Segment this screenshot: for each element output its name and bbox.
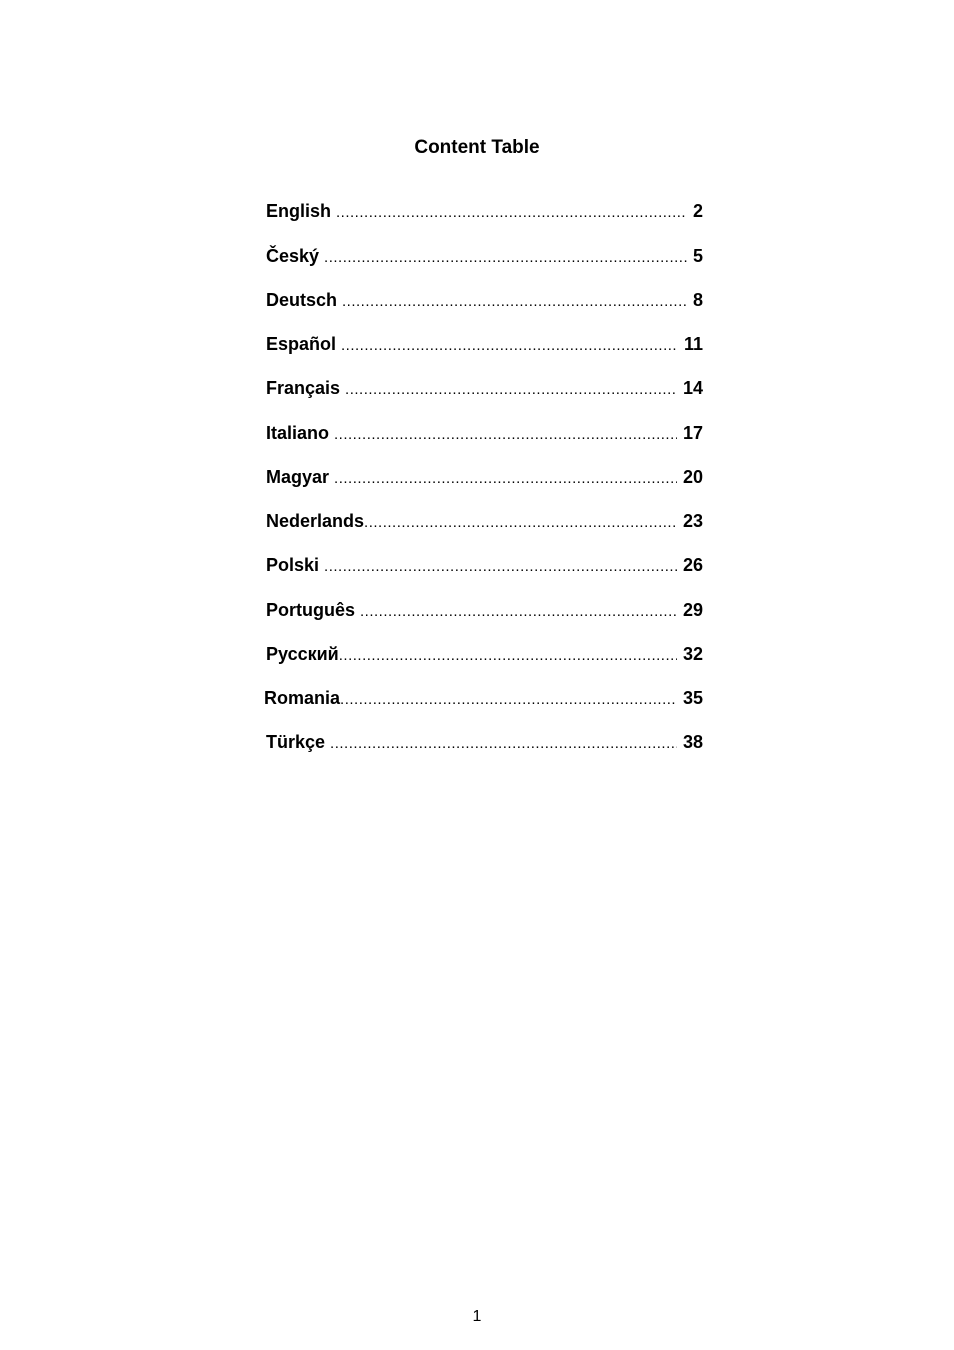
- toc-page-number: 32: [682, 644, 703, 664]
- toc-entry-francais[interactable]: [266, 377, 703, 399]
- toc-entry-cesky[interactable]: [266, 245, 703, 267]
- toc-leader-dots: [360, 601, 677, 623]
- toc-entry-magyar[interactable]: [266, 466, 703, 488]
- toc-page-number: 26: [682, 555, 703, 575]
- toc-page-number: 29: [682, 600, 703, 620]
- toc-language: Português: [266, 600, 356, 620]
- toc-leader-dots: [342, 291, 687, 313]
- toc-language: Türkçe: [266, 732, 326, 752]
- toc-leader-dots: [330, 733, 677, 755]
- toc-leader-dots: [336, 202, 687, 224]
- toc-leader-dots: [334, 424, 677, 446]
- toc-language: Français: [266, 378, 341, 398]
- toc-language: Český: [266, 246, 320, 266]
- toc-entry-polski[interactable]: [266, 554, 703, 576]
- toc-entry-turkce[interactable]: [266, 731, 703, 753]
- toc-language: Italiano: [266, 423, 330, 443]
- toc-language: Deutsch: [266, 290, 338, 310]
- toc-language: Nederlands: [266, 511, 365, 531]
- toc-leader-dots: [324, 247, 687, 269]
- toc-language: Polski: [266, 555, 320, 575]
- toc-page-number: 8: [692, 290, 703, 310]
- toc-leader-dots: [341, 335, 678, 357]
- toc-language: Русский: [266, 644, 339, 664]
- toc-leader-dots: [334, 468, 677, 490]
- toc-page-number: 5: [692, 246, 703, 266]
- toc-language: English: [266, 201, 332, 221]
- toc-language: Español: [266, 334, 337, 354]
- toc-entry-espanol[interactable]: [266, 333, 703, 355]
- page-number: 1: [472, 1308, 482, 1325]
- toc-entry-english[interactable]: [266, 200, 703, 222]
- toc-leader-dots: [339, 645, 677, 667]
- page-title: Content Table: [414, 137, 540, 158]
- toc-page-number: 35: [682, 688, 703, 708]
- toc-leader-dots: [324, 556, 677, 578]
- toc-page-number: 23: [682, 511, 703, 531]
- toc-page-number: 2: [692, 201, 703, 221]
- toc-entry-russkiy[interactable]: [266, 643, 703, 665]
- toc-page-number: 17: [682, 423, 703, 443]
- toc-page-number: 11: [683, 334, 703, 354]
- toc-leader-dots: [345, 379, 677, 401]
- toc-language: Romania: [264, 688, 341, 708]
- toc-page-number: 38: [682, 732, 703, 752]
- toc-entry-italiano[interactable]: [266, 422, 703, 444]
- toc-language: Magyar: [266, 467, 330, 487]
- toc-leader-dots: [364, 512, 677, 534]
- toc-leader-dots: [340, 689, 677, 711]
- toc-entry-romania[interactable]: [264, 687, 703, 709]
- toc-entry-nederlands[interactable]: [266, 510, 703, 532]
- toc-page-number: 20: [682, 467, 703, 487]
- toc-entry-portugues[interactable]: [266, 599, 703, 621]
- toc-entry-deutsch[interactable]: [266, 289, 703, 311]
- toc-page-number: 14: [682, 378, 703, 398]
